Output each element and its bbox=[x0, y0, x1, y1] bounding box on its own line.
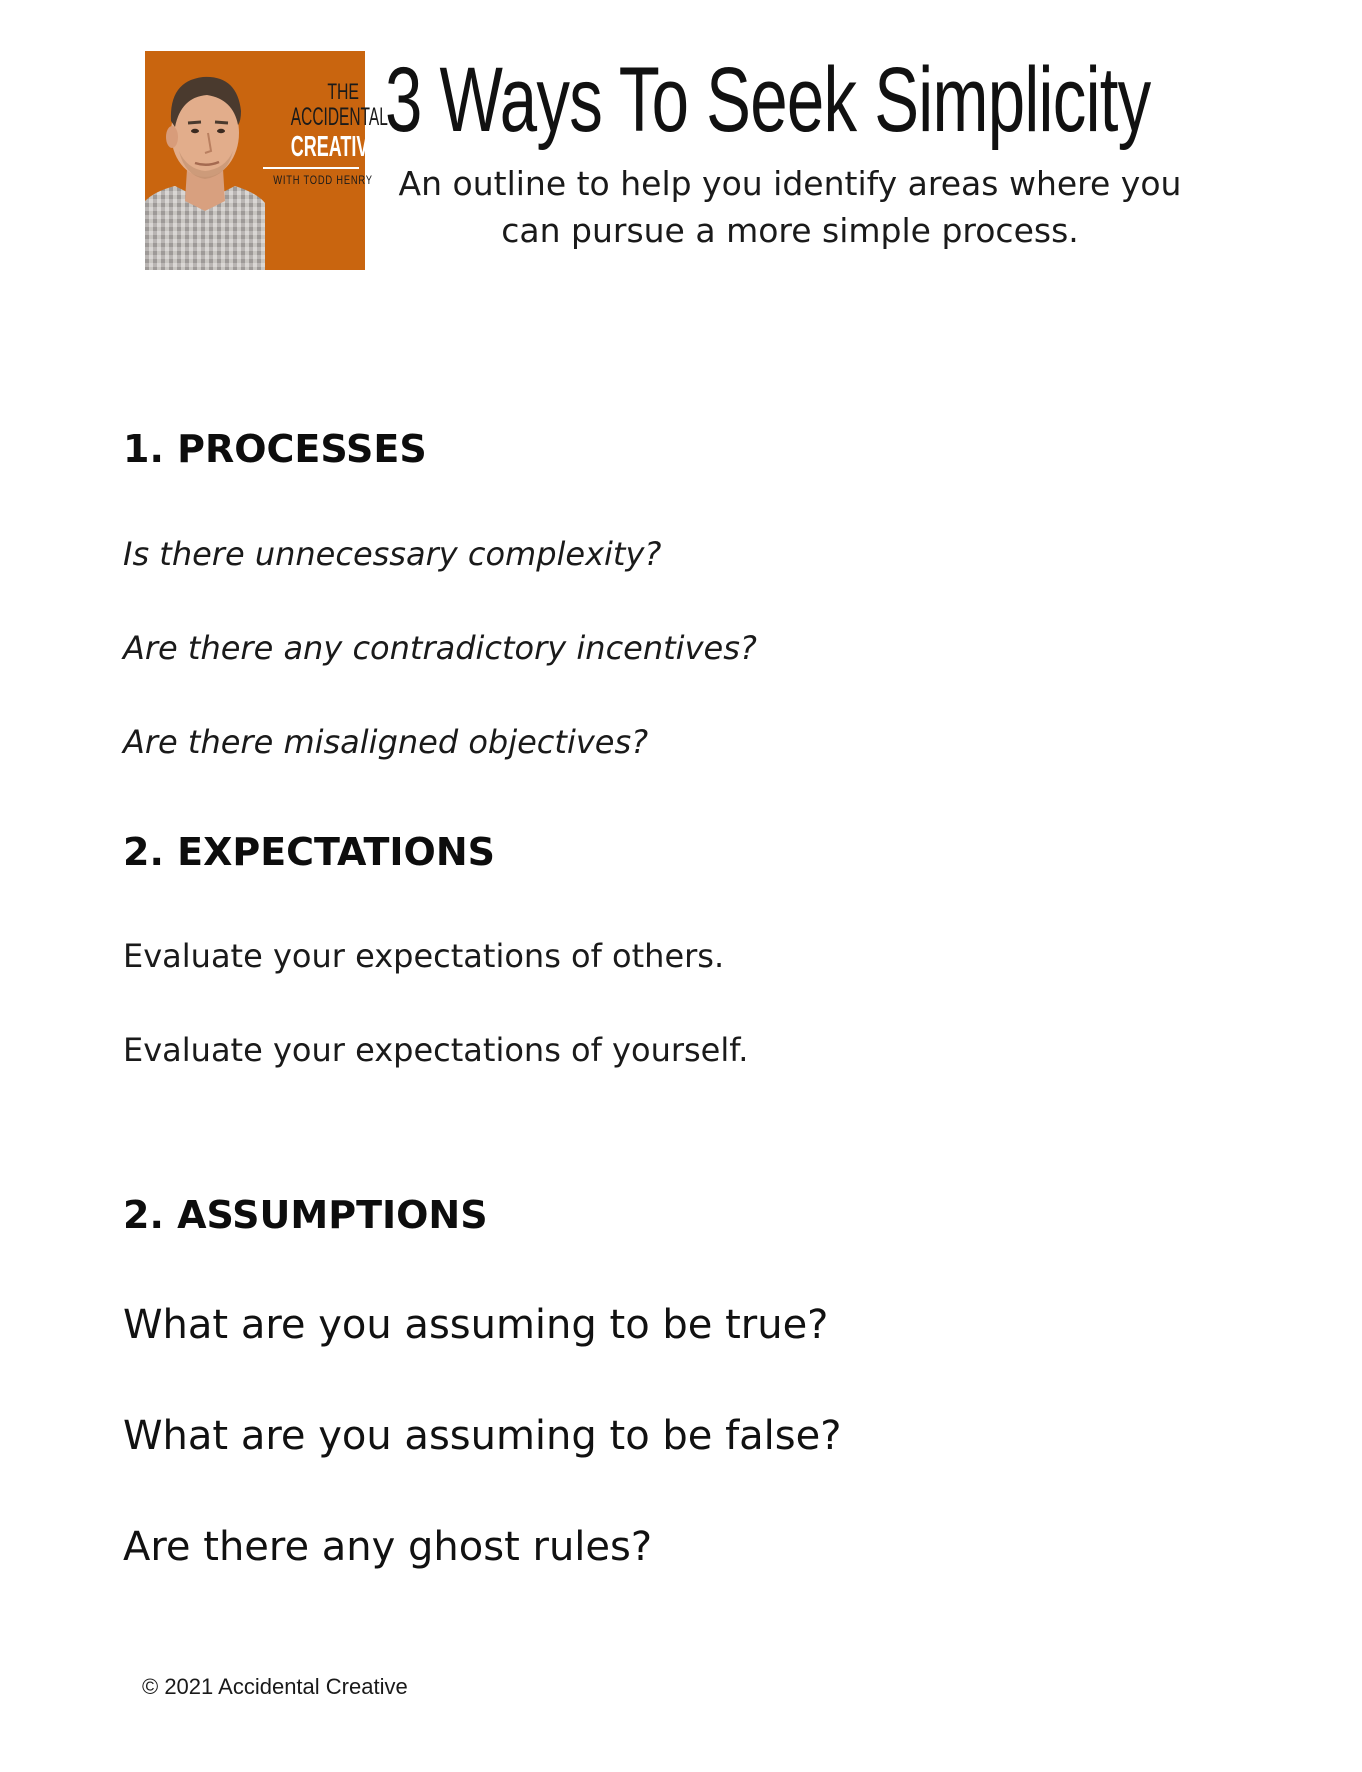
processes-question-1: Is there unnecessary complexity? bbox=[123, 535, 662, 573]
podcast-logo-text bbox=[249, 79, 388, 187]
section-heading-processes: 1. PROCESSES bbox=[123, 427, 427, 471]
assumptions-question-2: What are you assuming to be false? bbox=[123, 1413, 842, 1459]
logo-divider bbox=[263, 167, 359, 169]
processes-question-2: Are there any contradictory incentives? bbox=[123, 629, 757, 667]
expectations-item-2: Evaluate your expectations of yourself. bbox=[123, 1031, 749, 1069]
subtitle-line-1: An outline to help you identify areas where you bbox=[398, 164, 1182, 203]
processes-question-3: Are there misaligned objectives? bbox=[123, 723, 649, 761]
copyright-footer: © 2021 Accidental Creative bbox=[142, 1674, 408, 1699]
podcast-logo bbox=[145, 51, 388, 270]
logo-text-host: WITH TODD HENRY bbox=[273, 173, 373, 187]
logo-text-creative: CREATIVE bbox=[290, 131, 381, 163]
assumptions-question-1: What are you assuming to be true? bbox=[123, 1302, 829, 1348]
subtitle-line-2: can pursue a more simple process. bbox=[501, 211, 1079, 250]
section-heading-expectations: 2. EXPECTATIONS bbox=[123, 830, 496, 874]
expectations-item-1: Evaluate your expectations of others. bbox=[123, 937, 725, 975]
assumptions-question-3: Are there any ghost rules? bbox=[123, 1524, 653, 1570]
logo-text-the: THE bbox=[327, 79, 359, 104]
section-heading-assumptions: 2. ASSUMPTIONS bbox=[123, 1193, 488, 1237]
page-subtitle bbox=[395, 160, 1185, 254]
host-portrait-image bbox=[145, 51, 265, 270]
logo-text-accidental: ACCIDENTAL bbox=[290, 103, 388, 131]
page-title: 3 Ways To Seek Simplicity bbox=[385, 49, 1151, 151]
